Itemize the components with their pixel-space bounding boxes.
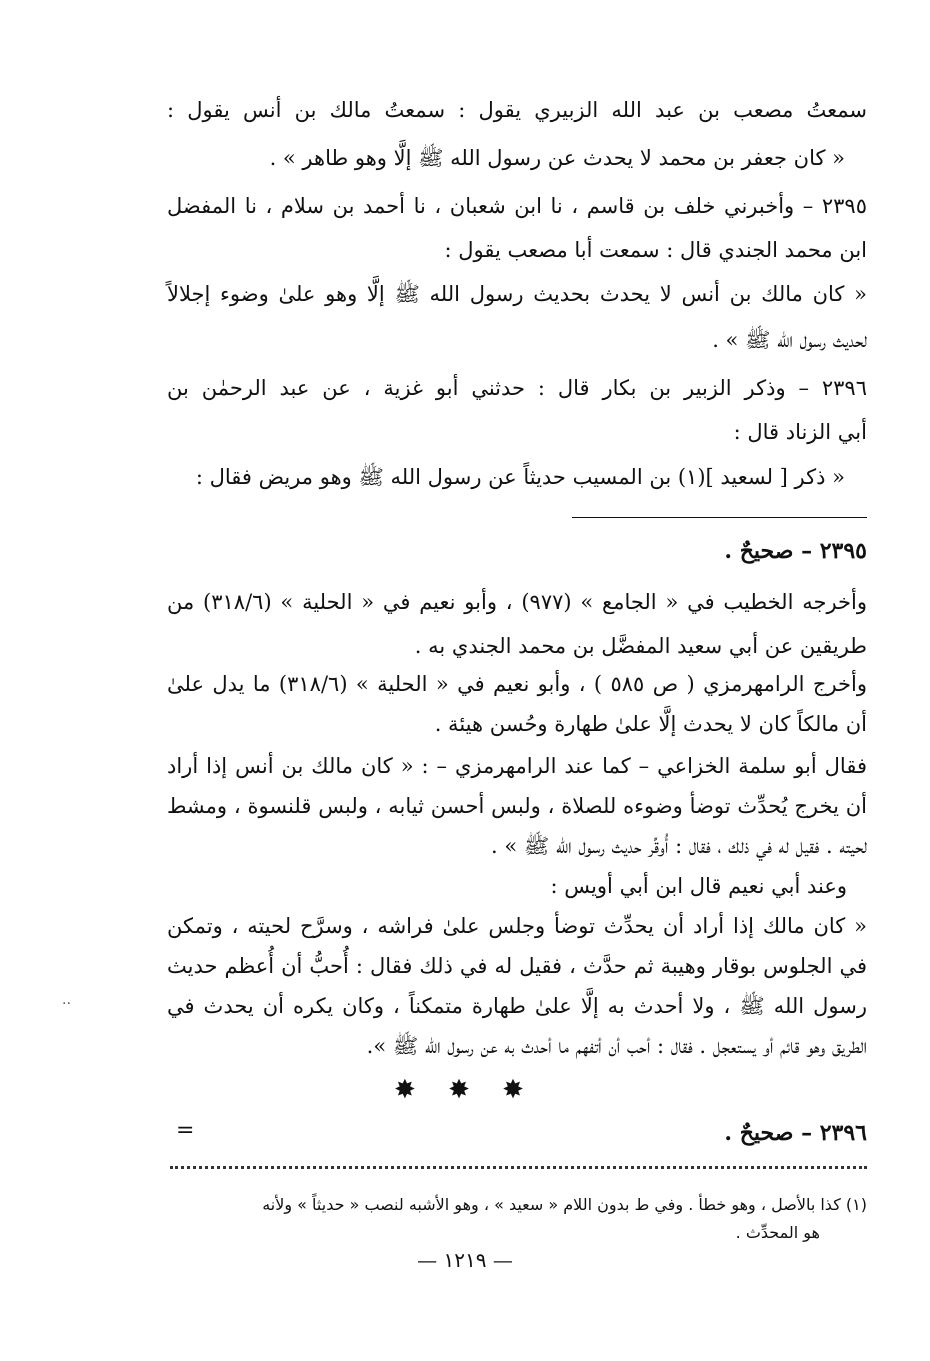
margin-mark: .. — [62, 992, 71, 1008]
commentary-line-4: أن مالكاً كان لا يحدث إلَّا علىٰ طهارة وحُسن هيئة . — [434, 712, 867, 736]
commentary-line-9: « كان مالك إذا أراد أن يحدِّث توضأ وجلس علىٰ فراشه ، وسرَّح لحيته ، وتمكن — [167, 914, 867, 938]
commentary-line-11: رسول الله ﷺ ، ولا أحدث به إلَّا علىٰ طهارة متمكناً ، وكان يكره أن يحدث في — [167, 994, 867, 1018]
commentary-line-10: في الجلوس بوقار وهيبة ثم حدَّث ، فقيل له في ذلك فقال : أُحبُّ أن أُعظم حديث — [167, 954, 867, 978]
commentary-line-2: طريقين عن أبي سعيد المفضَّل بن محمد الجندي به . — [414, 634, 867, 658]
text-line-1: سمعتُ مصعب بن عبد الله الزبيري يقول : سمعتُ مالك بن أنس يقول : — [167, 98, 867, 122]
text-line-4: ابن محمد الجندي قال : سمعت أبا مصعب يقول : — [444, 238, 867, 262]
text-line-9: « ذكر [ لسعيد ](١) بن المسيب حديثاً عن رسول الله ﷺ وهو مريض فقال : — [195, 465, 845, 489]
heading-2395-sahih: ٢٣٩٥ – صحيحٌ . — [724, 538, 867, 564]
text-line-6: لحديث رسول الله ﷺ » . — [712, 328, 867, 352]
continuation-equals-mark: = — [176, 1118, 195, 1143]
footnote-dotted-rule — [170, 1166, 867, 1173]
commentary-line-3: وأخرج الرامهرمزي ( ص ٥٨٥ ) ، وأبو نعيم في « الحلية » (٣١٨/٦) ما يدل علىٰ — [167, 672, 867, 696]
commentary-line-12: الطريق وهو قائم أو يستعجل . فقال : أحب أن أتفهم ما أحدث به عن رسول الله ﷺ ». — [366, 1034, 867, 1058]
text-line-5: « كان مالك بن أنس لا يحدث بحديث رسول الله ﷺ إلَّا وهو علىٰ وضوء إجلالاً — [167, 282, 867, 306]
footnote-line-1: (١) كذا بالأصل ، وهو خطأ . وفي ط بدون اللام « سعيد » ، وهو الأشبه لنصب « حديثاً » ولأنه — [262, 1195, 867, 1214]
text-line-7-hadith-2396: ٢٣٩٦ – وذكر الزبير بن بكار قال : حدثني أبو غزية ، عن عبد الرحمٰن بن — [167, 376, 867, 400]
page-number: — ١٢١٩ — — [417, 1248, 513, 1272]
commentary-line-8: وعند أبي نعيم قال ابن أبي أويس : — [550, 874, 847, 898]
commentary-line-5: فقال أبو سلمة الخزاعي – كما عند الرامهرمزي – : « كان مالك بن أنس إذا أراد — [167, 754, 867, 778]
commentary-line-6: أن يخرج يُحدِّث توضأ وضوءه للصلاة ، ولبس أحسن ثيابه ، ولبس قلنسوة ، ومشط — [167, 794, 867, 818]
footnote-line-2: هو المحدِّث . — [735, 1223, 820, 1242]
commentary-line-7: لحيته . فقيل له في ذلك ، فقال : أُوقِّر حديث رسول الله ﷺ » . — [491, 834, 867, 858]
heading-2396-sahih: ٢٣٩٦ – صحيحٌ . — [724, 1120, 867, 1146]
section-divider-stars: ✸ ✸ ✸ — [394, 1075, 536, 1105]
separator-rule — [572, 517, 867, 518]
text-line-2: « كان جعفر بن محمد لا يحدث عن رسول الله ﷺ إلَّا وهو طاهر » . — [269, 146, 845, 170]
text-line-3-hadith-2395: ٢٣٩٥ – وأخبرني خلف بن قاسم ، نا ابن شعبان ، نا أحمد بن سلام ، نا المفضل — [167, 194, 867, 218]
commentary-line-1: وأخرجه الخطيب في « الجامع » (٩٧٧) ، وأبو نعيم في « الحلية » (٣١٨/٦) من — [167, 590, 867, 614]
text-line-8: أبي الزناد قال : — [733, 420, 867, 444]
